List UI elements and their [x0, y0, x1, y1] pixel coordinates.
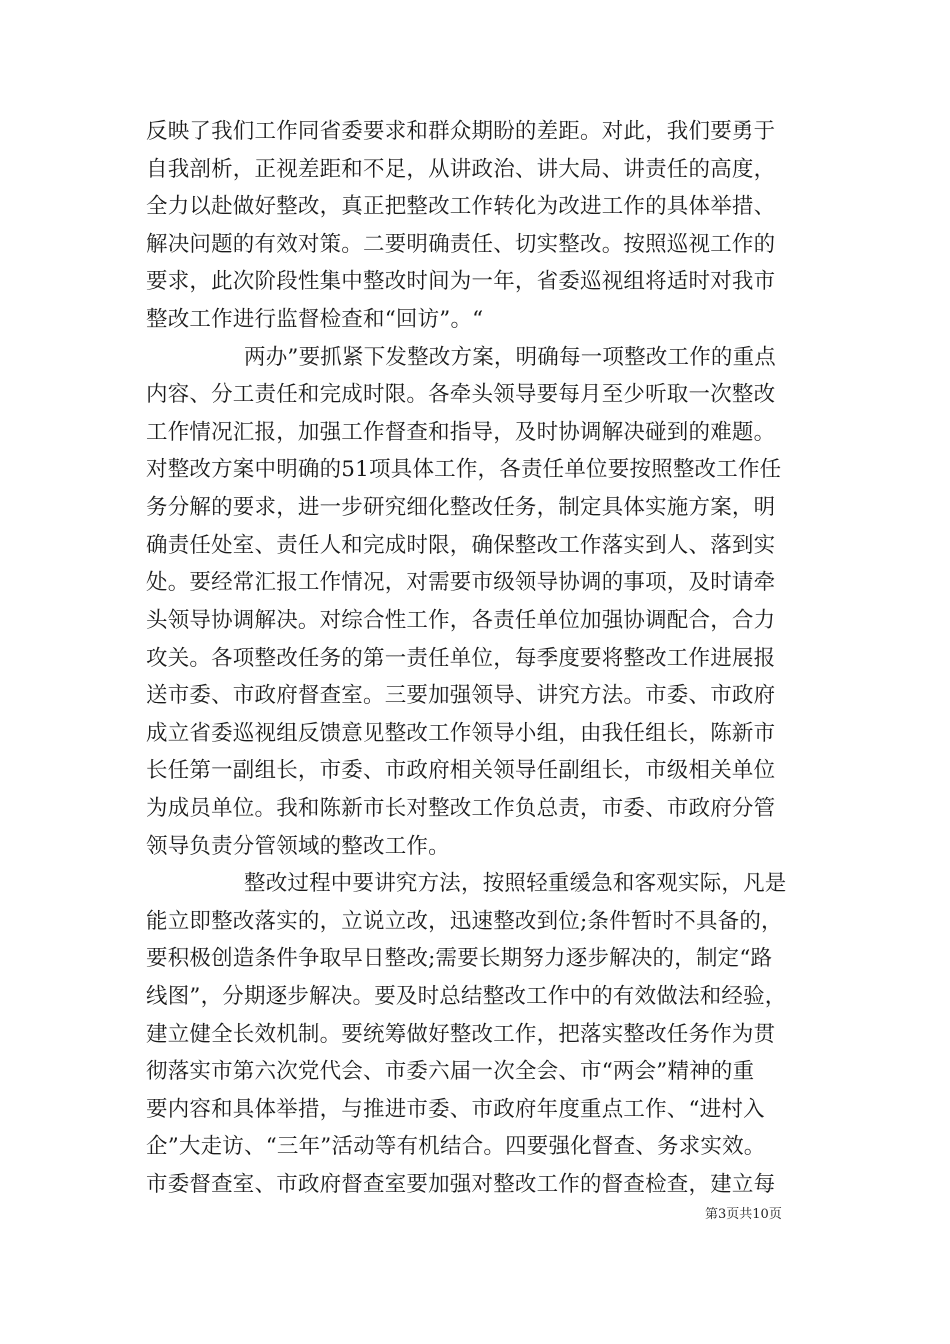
text-line-13: 处。要经常汇报工作情况，对需要市级领导协调的事项，及时请牵 — [146, 570, 776, 595]
text-line-24: 线图”，分期逐步解决。要及时总结整改工作中的有效做法和经验， — [146, 984, 787, 1009]
text-line-27: 要内容和具体举措，与推进市委、市政府年度重点工作、“进村入 — [146, 1097, 765, 1122]
text-line-29: 市委督查室、市政府督查室要加强对整改工作的督查检查，建立每 — [146, 1172, 776, 1197]
text-line-16: 送市委、市政府督查室。三要加强领导、讲究方法。市委、市政府 — [146, 683, 776, 708]
text-line-17: 成立省委巡视组反馈意见整改工作领导小组，由我任组长，陈新市 — [146, 721, 776, 746]
text-line-6: 整改工作进行监督检查和“回访”。“ — [146, 307, 484, 332]
text-line-12: 确责任处室、责任人和完成时限，确保整改工作落实到人、落到实 — [146, 533, 776, 558]
text-line-3: 全力以赴做好整改，真正把整改工作转化为改进工作的具体举措、 — [146, 194, 776, 219]
text-line-1: 反映了我们工作同省委要求和群众期盼的差距。对此，我们要勇于 — [146, 119, 776, 144]
text-line-5: 要求，此次阶段性集中整改时间为一年，省委巡视组将适时对我市 — [146, 269, 776, 294]
text-line-22: 能立即整改落实的，立说立改，迅速整改到位;条件暂时不具备的， — [146, 909, 783, 934]
text-line-4: 解决问题的有效对策。二要明确责任、切实整改。按照巡视工作的 — [146, 232, 776, 257]
text-line-14: 头领导协调解决。对综合性工作，各责任单位加强协调配合，合力 — [146, 608, 776, 633]
text-line-7: 两办”要抓紧下发整改方案，明确每一项整改工作的重点 — [244, 345, 776, 370]
text-line-9: 工作情况汇报，加强工作督查和指导，及时协调解决碰到的难题。 — [146, 420, 776, 445]
text-line-21: 整改过程中要讲究方法，按照轻重缓急和客观实际，凡是 — [244, 871, 787, 896]
text-line-23: 要积极创造条件争取早日整改;需要长期努力逐步解决的，制定“路 — [146, 946, 773, 971]
text-line-2: 自我剖析，正视差距和不足，从讲政治、讲大局、讲责任的高度， — [146, 157, 776, 182]
text-line-25: 建立健全长效机制。要统筹做好整改工作，把落实整改任务作为贯 — [146, 1022, 776, 1047]
text-line-28: 企”大走访、“三年”活动等有机结合。四要强化督查、务求实效。 — [146, 1134, 766, 1159]
text-line-10: 对整改方案中明确的51项具体工作，各责任单位要按照整改工作任 — [146, 457, 782, 482]
text-line-26: 彻落实市第六次党代会、市委六届一次全会、市“两会”精神的重 — [146, 1059, 755, 1084]
text-line-18: 长任第一副组长，市委、市政府相关领导任副组长，市级相关单位 — [146, 758, 776, 783]
text-line-15: 攻关。各项整改任务的第一责任单位，每季度要将整改工作进展报 — [146, 646, 776, 671]
page-number: 第3页共10页 — [705, 1207, 782, 1222]
text-line-19: 为成员单位。我和陈新市长对整改工作负总责，市委、市政府分管 — [146, 796, 776, 821]
text-line-11: 务分解的要求，进一步研究细化整改任务，制定具体实施方案，明 — [146, 495, 776, 520]
text-line-8: 内容、分工责任和完成时限。各牵头领导要每月至少听取一次整改 — [146, 382, 776, 407]
text-line-20: 领导负责分管领域的整改工作。 — [146, 834, 450, 859]
